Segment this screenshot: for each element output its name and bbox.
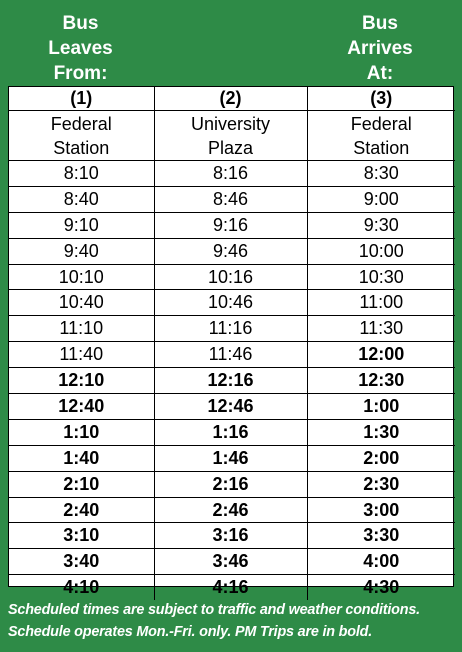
time-cell-leave: 3:40 <box>9 549 154 575</box>
location-federal-station-end <box>307 111 455 161</box>
time-cell-plaza: 10:16 <box>154 264 307 290</box>
time-cell-leave: 12:10 <box>9 368 154 394</box>
header-leaves-from <box>8 0 153 86</box>
footnote-line: Schedule operates Mon.-Fri. only. PM Trips are in bold. <box>8 624 373 640</box>
time-cell-arrive: 2:00 <box>307 445 455 471</box>
table-row <box>9 186 455 212</box>
time-cell-leave: 1:10 <box>9 419 154 445</box>
location-line: Station <box>353 137 410 158</box>
time-cell-arrive: 3:00 <box>307 497 455 523</box>
time-cell-leave: 12:40 <box>9 394 154 420</box>
location-line: University <box>190 113 270 134</box>
time-cell-leave: 11:10 <box>9 316 154 342</box>
time-cell-arrive: 12:30 <box>307 368 455 394</box>
time-cell-leave: 9:10 <box>9 212 154 238</box>
time-cell-plaza: 3:46 <box>154 549 307 575</box>
header-arrives-line: At: <box>366 63 394 84</box>
location-line: Federal <box>350 113 412 134</box>
time-cell-plaza: 3:16 <box>154 523 307 549</box>
time-cell-leave: 8:10 <box>9 161 154 187</box>
location-federal-station-start <box>9 111 154 161</box>
header-leaves-line: Leaves <box>48 38 113 59</box>
time-cell-arrive: 9:30 <box>307 212 455 238</box>
time-cell-leave: 2:10 <box>9 471 154 497</box>
time-cell-leave: 10:40 <box>9 290 154 316</box>
footnote-line: Scheduled times are subject to traffic and weather conditions. <box>8 602 420 618</box>
schedule-footnote <box>8 599 458 643</box>
time-cell-arrive: 11:30 <box>307 316 455 342</box>
time-cell-plaza: 8:46 <box>154 186 307 212</box>
column-number: (2) <box>154 87 307 111</box>
time-cell-arrive: 1:30 <box>307 419 455 445</box>
location-line: Federal <box>50 113 112 134</box>
table-row <box>9 471 455 497</box>
header-leaves-line: From: <box>53 63 108 84</box>
header-middle <box>153 0 306 86</box>
time-cell-plaza: 1:16 <box>154 419 307 445</box>
time-cell-arrive: 11:00 <box>307 290 455 316</box>
header-arrives-at <box>306 0 454 86</box>
table-row <box>9 161 455 187</box>
time-cell-arrive: 12:00 <box>307 342 455 368</box>
column-number: (1) <box>9 87 154 111</box>
table-row <box>9 419 455 445</box>
location-line: Plaza <box>207 137 254 158</box>
time-cell-leave: 8:40 <box>9 186 154 212</box>
time-cell-arrive: 10:30 <box>307 264 455 290</box>
time-cell-leave: 9:40 <box>9 238 154 264</box>
schedule-table <box>9 87 455 600</box>
time-cell-arrive: 2:30 <box>307 471 455 497</box>
table-row <box>9 342 455 368</box>
table-row <box>9 238 455 264</box>
table-row <box>9 316 455 342</box>
header-arrives-line: Bus <box>362 13 398 34</box>
time-cell-leave: 1:40 <box>9 445 154 471</box>
time-cell-plaza: 11:46 <box>154 342 307 368</box>
time-cell-plaza: 4:16 <box>154 575 307 600</box>
time-cell-leave: 2:40 <box>9 497 154 523</box>
header-arrives-line: Arrives <box>347 38 413 59</box>
time-cell-plaza: 9:46 <box>154 238 307 264</box>
table-row <box>9 264 455 290</box>
table-row <box>9 445 455 471</box>
time-cell-plaza: 11:16 <box>154 316 307 342</box>
time-cell-arrive: 4:30 <box>307 575 455 600</box>
table-row <box>9 523 455 549</box>
time-cell-plaza: 2:46 <box>154 497 307 523</box>
table-row <box>9 575 455 600</box>
time-cell-plaza: 12:46 <box>154 394 307 420</box>
table-row <box>9 290 455 316</box>
header-leaves-line: Bus <box>62 13 99 34</box>
location-row <box>9 111 455 161</box>
location-university-plaza <box>154 111 307 161</box>
time-cell-plaza: 8:16 <box>154 161 307 187</box>
time-cell-leave: 4:10 <box>9 575 154 600</box>
time-cell-plaza: 10:46 <box>154 290 307 316</box>
table-row <box>9 212 455 238</box>
time-cell-arrive: 1:00 <box>307 394 455 420</box>
time-cell-arrive: 3:30 <box>307 523 455 549</box>
table-row <box>9 368 455 394</box>
time-cell-leave: 11:40 <box>9 342 154 368</box>
time-cell-leave: 10:10 <box>9 264 154 290</box>
time-cell-arrive: 10:00 <box>307 238 455 264</box>
time-cell-arrive: 8:30 <box>307 161 455 187</box>
time-cell-arrive: 9:00 <box>307 186 455 212</box>
schedule-header <box>8 0 454 86</box>
location-line: Station <box>53 137 110 158</box>
schedule-table-container <box>8 86 454 598</box>
time-cell-plaza: 1:46 <box>154 445 307 471</box>
time-cell-leave: 3:10 <box>9 523 154 549</box>
table-row <box>9 549 455 575</box>
column-number-row <box>9 87 455 111</box>
table-row <box>9 497 455 523</box>
time-cell-plaza: 12:16 <box>154 368 307 394</box>
table-row <box>9 394 455 420</box>
time-cell-arrive: 4:00 <box>307 549 455 575</box>
column-number: (3) <box>307 87 455 111</box>
time-cell-plaza: 9:16 <box>154 212 307 238</box>
time-cell-plaza: 2:16 <box>154 471 307 497</box>
